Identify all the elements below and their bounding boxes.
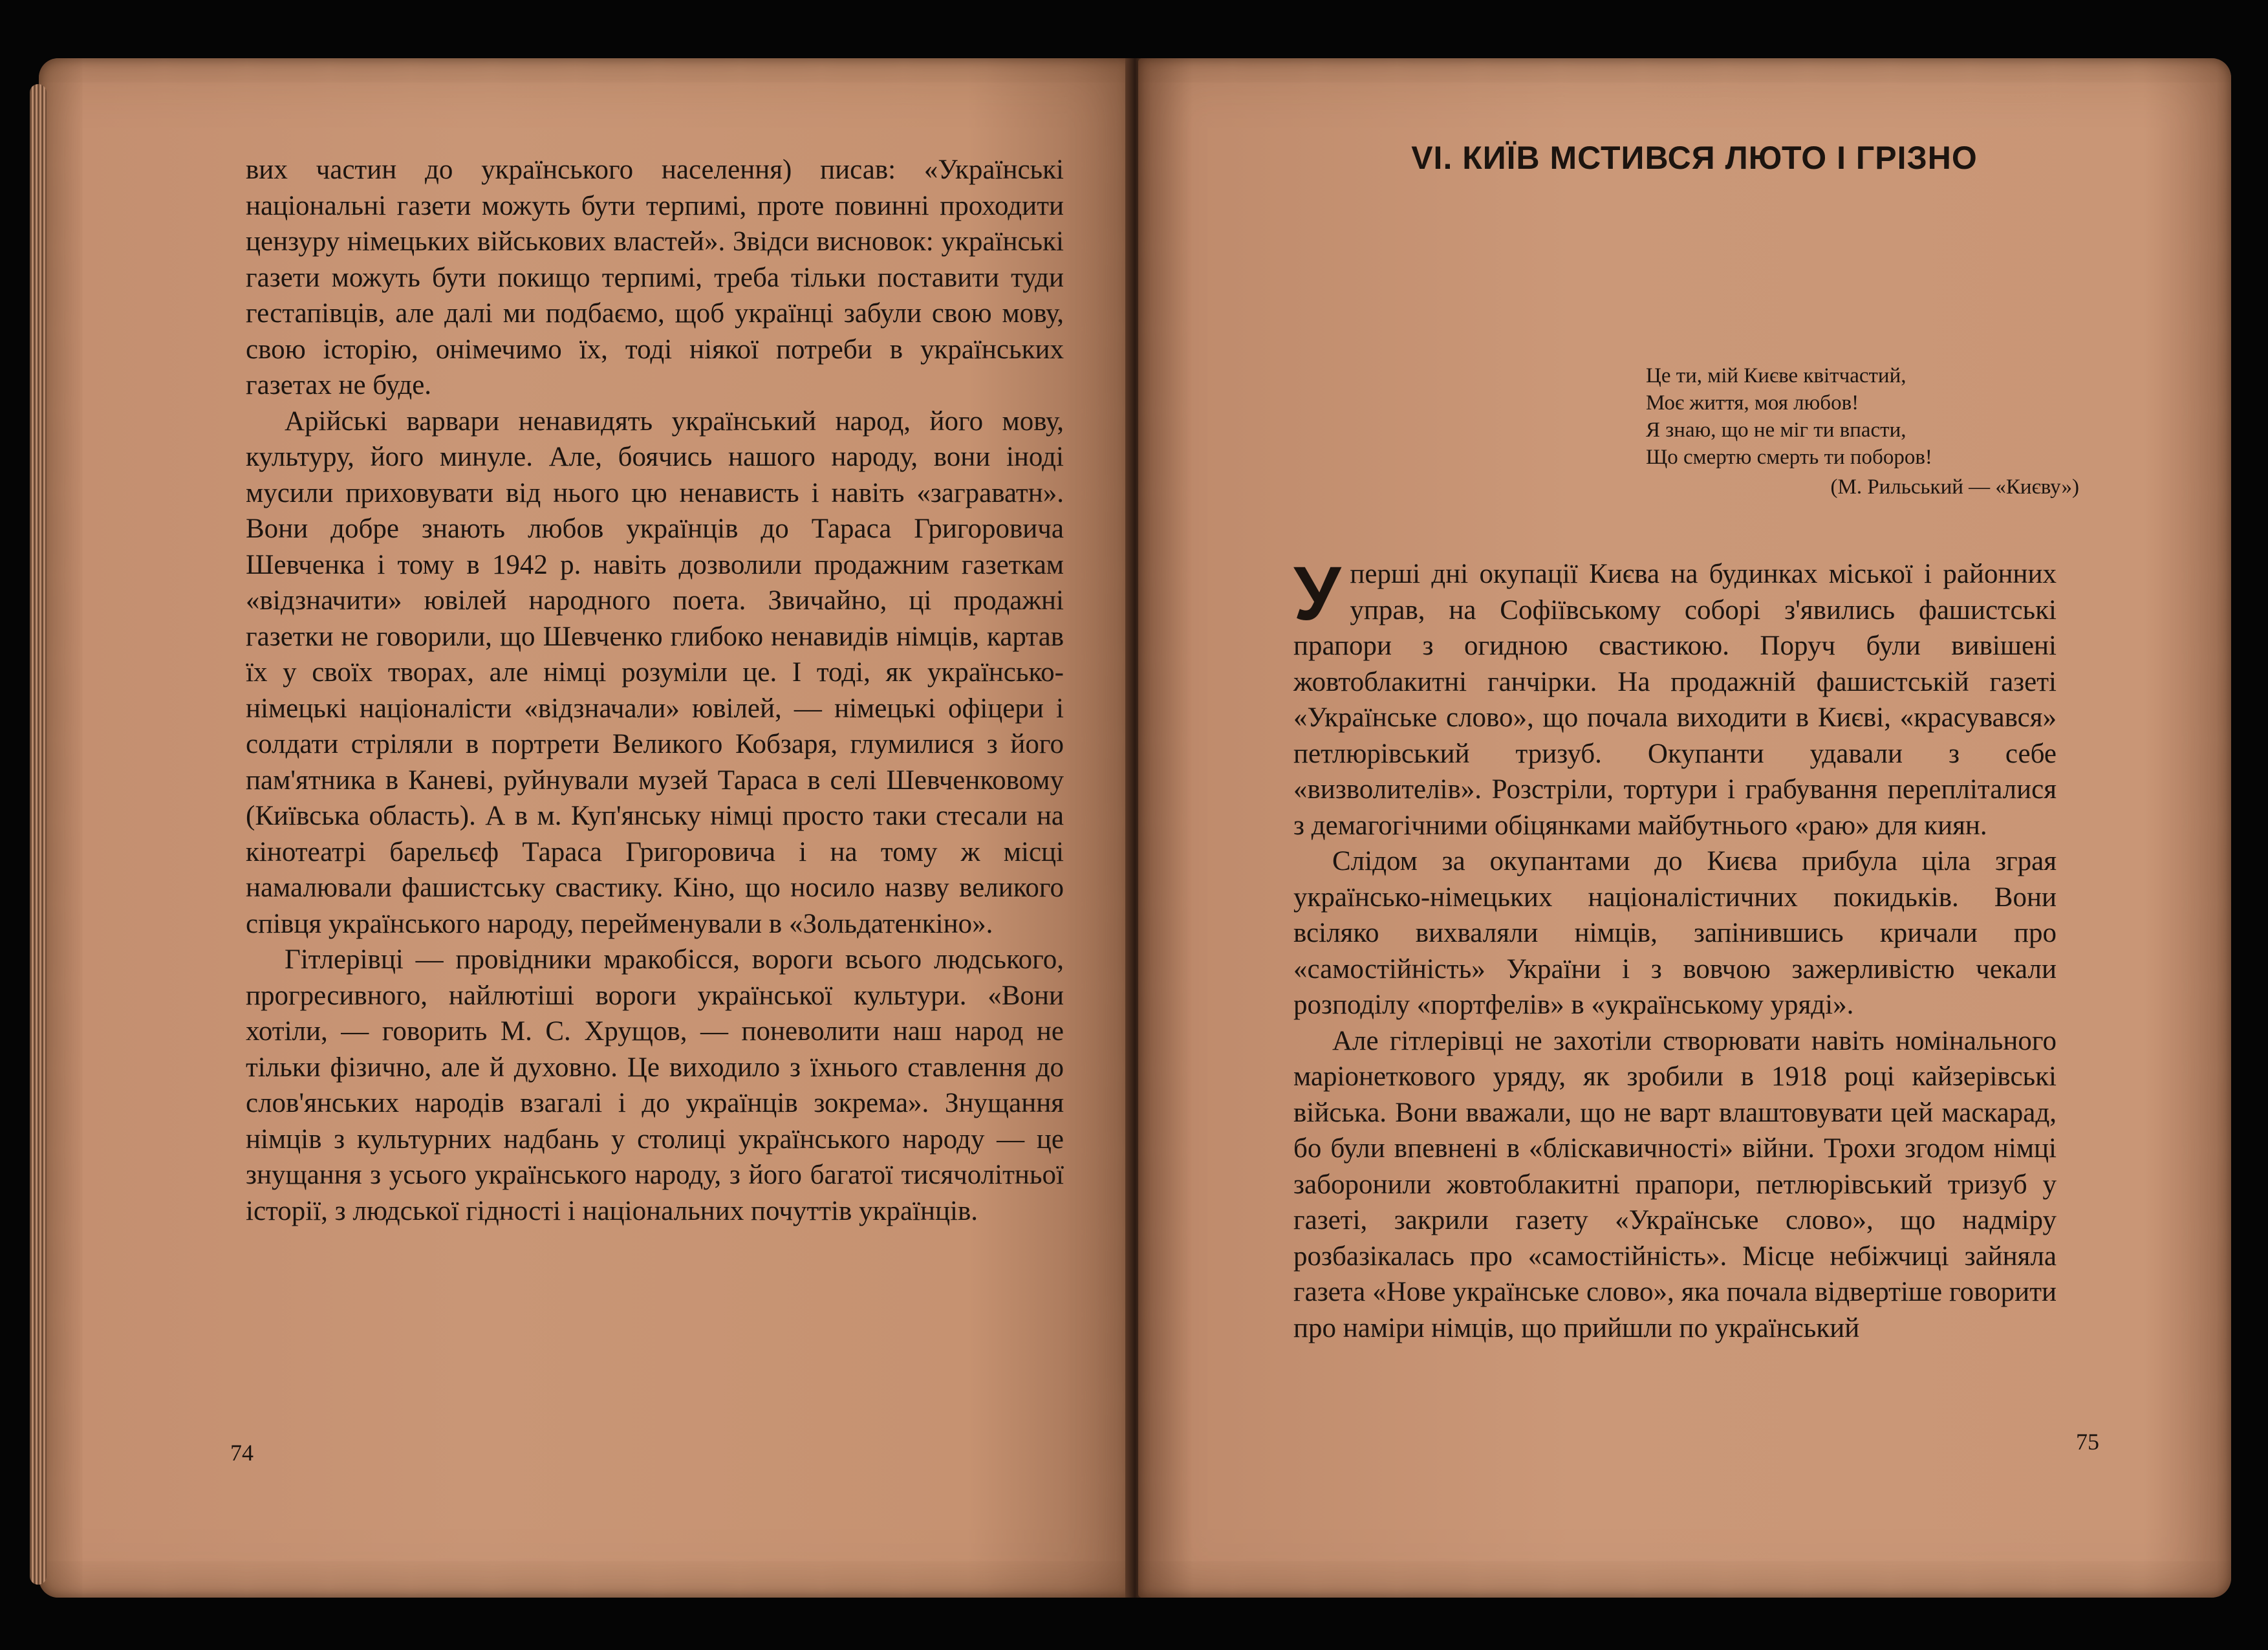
- paragraph: Але гітлерівці не захотіли створювати навіть номінального маріонеткового уряду, як зробили в 1918 році кайзерівські війська. Вони вважали, що не варт влаштовувати цей маскарад, бо були впевнені в «бліскавичності» війни. Трохи згодом німці заборонили жовтоблакитні прапори, петлюрівський тризуб у газеті, закрили газету «Українське слово», що надміру розбазікалась про «самостійність». Місце небіжчиці зайняла газета «Нове українське слово», яка почала відвертіше говорити про наміри німців, що прийшли по український: [1293, 1025, 2057, 1343]
- open-book: [39, 45, 2231, 1611]
- epigraph-line: Це ти, мій Києве квітчастий,: [1646, 364, 1906, 387]
- chapter-title: VI. КИЇВ МСТИВСЯ ЛЮТО І ГРІЗНО: [1411, 140, 1978, 176]
- right-page-text: [1293, 551, 2057, 1346]
- left-page-text: [246, 152, 1064, 1229]
- drop-cap: У: [1293, 551, 1341, 636]
- paragraph: Арійські варвари ненавидять український народ, його мову, культуру, його минуле. Але, боячись нашого народу, вони іноді мусили приховувати від нього цю ненависть і навіть «заграватн». Вони добре знають любов українців до Тараса Григоровича Шевченка і тому в 1942 р. навіть дозволили продажним газеткам «відзначити» ювілей народного поета. Звичайно, ці продажні газетки не говорили, що Шевченко глибоко ненавидів німців, картав їх у своїх творах, але німці розуміли це. І тоді, як українсько-німецькі націоналісти «відзначали» ювілей, — німецькі офіцери і солдати стріляли в портрети Великого Кобзаря, глумилися з його пам'ятника в Каневі, руйнували музей Тараса в селі Шевченковому (Київська область). А в м. Куп'янську німці просто таки стесали на кінотеатрі барельєф Тараса Григоровича і на тому ж місці намалювали фашистську свастику. Кіно, що носило назву великого співця українського народу, перейменували в «Зольдатенкіно».: [246, 406, 1064, 939]
- right-page: [1138, 58, 2231, 1598]
- epigraph-line: Я знаю, що не міг ти впасти,: [1646, 418, 1906, 442]
- paragraph: Гітлерівці — провідники мракобісся, вороги всього людського, прогресивного, найлютіші вороги української культури. «Вони хотіли, — говорить М. С. Хрущов, — поневолити наш народ не тільки фізично, але й духовно. Це виходило з їхнього ставлення до слов'янських народів взагалі і до українців зокрема». Знущання німців з культурних надбань у столиці українського народу — це знущання з усього українського народу, з його багатої тисячолітньої історії, з людської гідності і національних почуттів українців.: [246, 944, 1064, 1226]
- epigraph: [1646, 362, 2079, 501]
- paragraph: вих частин до українського населення) писав: «Українські національні газети можуть бути терпимі, проте повинні проходити цензуру німецьких військових властей». Звідси висновок: українські газети можуть бути покищо терпимі, треба тільки поставити туди гестапівців, але далі ми подбаємо, щоб українці забули свою мову, свою історію, онімечимо їх, тоді ніякої потреби в українських газетах не буде.: [246, 155, 1064, 400]
- page-number-left: 74: [230, 1440, 254, 1466]
- paragraph: Слідом за окупантами до Києва прибула ціла зграя українсько-німецьких націоналістичних покидьків. Вони всіляко вихваляли німців, запінившись кричали про «самостійність» України і з вовчою зажерливістю чекали розподілу «портфелів» в «українському уряді».: [1293, 846, 2057, 1020]
- paragraph: [1293, 551, 2057, 843]
- epigraph-attribution: (М. Рильський — «Києву»): [1830, 475, 2079, 499]
- page-edges: [30, 84, 47, 1585]
- epigraph-line: Що смертю смерть ти поборов!: [1646, 446, 1932, 469]
- paragraph-text: перші дні окупації Києва на будинках міської і районних управ, на Софіївському соборі з'явились фашистські прапори з огидною свастикою. Поруч були вивішені жовтоблакитні ганчірки. На продажній фашистській газеті «Українське слово», що почала виходити в Києві, «красувався» петлюрівський тризуб. Окупанти удавали з себе «визволителів». Розстріли, тортури і грабування перепліталися з демагогічними обіцянками майбутнього «раю» для киян.: [1293, 559, 2057, 841]
- epigraph-line: Моє життя, моя любов!: [1646, 391, 1859, 415]
- page-number-right: 75: [2076, 1429, 2099, 1455]
- left-page: [39, 58, 1132, 1598]
